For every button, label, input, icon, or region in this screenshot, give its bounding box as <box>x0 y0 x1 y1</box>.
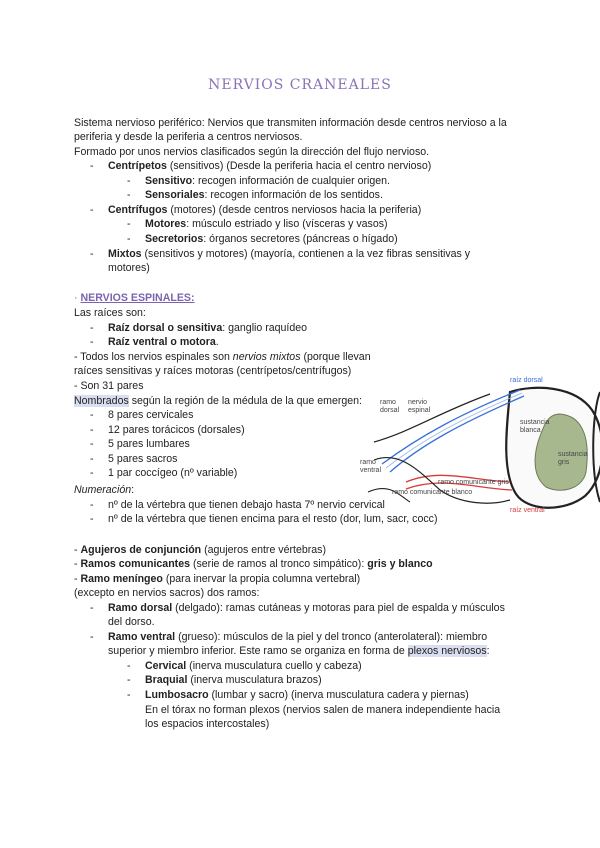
label-ramo-comunicante-blanco: ramo comunicante blanco <box>392 489 473 496</box>
term-motores: Motores <box>145 218 187 230</box>
list-item-mixtos: - <box>90 248 94 260</box>
intro-line-3: Formado por unos nervios clasificados según la dirección del flujo nervioso. <box>74 146 430 158</box>
ramo-dorsal-continuation: del dorso. <box>108 616 155 628</box>
dorsal-nerve-line <box>382 390 520 464</box>
list-item-root-dorsal: - <box>90 322 94 334</box>
pair-item: 12 pares torácicos (dorsales) <box>108 424 245 436</box>
ramo-meningeo-line: - Ramo meníngeo (para inervar la propia columna vertebral) <box>74 573 361 585</box>
torax-line-1: En el tórax no forman plexos (nervios salen de manera independiente hacia <box>145 704 501 716</box>
numeracion-label: Numeración: <box>74 484 135 496</box>
label-raiz-ventral: raíz ventral <box>510 507 545 514</box>
roots-intro: Las raíces son: <box>74 307 146 319</box>
term-sensitivo: Sensitivo <box>145 175 193 187</box>
label-nervio: nervio <box>408 399 428 406</box>
page-title: NERVIOS CRANEALES <box>208 77 392 93</box>
ramo-ventral-item: Ramo ventral (grueso): músculos de la piel y del tronco (anterolateral): miembro <box>108 631 488 643</box>
label-sustancia-gris-1: sustancia <box>558 451 588 458</box>
list-item-secretorios: - <box>127 233 131 245</box>
numeracion-item-2: nº de la vértebra que tienen encima para el resto (dor, lum, sacr, cocc) <box>108 513 438 525</box>
ramo-dorsal-item: Ramo dorsal (delgado): ramas cutáneas y motoras para piel de espalda y músculos <box>108 602 505 614</box>
label-ramo-comunicante-gris: ramo comunicante gris <box>438 479 509 486</box>
label-ramo-ventral-1: ramo <box>360 459 376 466</box>
pair-item: 1 par coccígeo (nº variable) <box>108 467 238 479</box>
intro-line-1: Sistema nervioso periférico: Nervios que transmiten información desde centros nervioso a la <box>74 117 507 129</box>
term-raiz-ventral: Raíz ventral o motora <box>108 336 216 348</box>
label-ramo-dorsal-2: dorsal <box>380 407 400 414</box>
mixtos-continuation: motores) <box>108 262 150 274</box>
pair-item: 5 pares sacros <box>108 453 178 465</box>
list-item-root-ventral: - <box>90 336 94 348</box>
spinal-nerve-diagram <box>360 372 600 518</box>
mixed-nerves-line: - Todos los nervios espinales son nervios mixtos (porque llevan <box>74 351 371 363</box>
label-sustancia-blanca-1: sustancia <box>520 419 550 426</box>
label-sustancia-blanca-2: blanca <box>520 427 541 434</box>
pair-item: 8 pares cervicales <box>108 409 194 421</box>
label-ramo-dorsal-1: ramo <box>380 399 396 406</box>
ramo-ventral-continuation: superior y miembro inferior. Este ramo se organiza en forma de plexos nerviosos: <box>108 645 490 657</box>
label-sustancia-gris-2: gris <box>558 459 570 466</box>
plexo-cervical: Cervical (inerva musculatura cuello y cabeza) <box>145 660 362 672</box>
label-raiz-dorsal: raíz dorsal <box>510 377 543 384</box>
term-centrifugos: Centrífugos <box>108 204 168 216</box>
intro-line-2: periferia y desde la periferia a centros nerviosos. <box>74 131 303 143</box>
pairs-count: - Son 31 pares <box>74 380 144 392</box>
term-centripetos: Centrípetos <box>108 160 167 172</box>
list-item-centripetos: - <box>90 160 94 172</box>
numeracion-item-1: nº de la vértebra que tienen debajo hasta 7º nervio cervical <box>108 499 385 511</box>
term-secretorios: Secretorios <box>145 233 204 245</box>
document-page: NERVIOS CRANEALES Sistema nervioso periférico: Nervios que transmiten información desde centros nervioso a la periferia y desde la periferia a centros nerviosos. Formado por unos nervios clasificados según la dirección del flujo nervioso. - Centrípetos (sensitivos) (Desde la periferia hacia el centro nervioso) - Sensitivo: recogen información de cualquier origen. - Sensoriales: recogen información de los sentidos. - Centrífugos (motores) (desde centros nerviosos hacia la periferia) - Motores: músculo estriado y liso (vísceras y vasos) - Secretorios: órganos secretores (páncreas o hígado) - Mixtos (sensitivos y motores) (mayoría, contienen a la vez fibras sensitivas y motores) · NERVIOS ESPINALES: Las raíces son: - Raíz dorsal o sensitiva: ganglio raquídeo - Raíz ventral o motora. - Todos los nervios espinales son nervios mixtos (porque llevan raíces sensitivas y raíces motoras (centrípetos/centrífugos) - Son 31 pares Nombrados según la región de la médula de la que emergen: - 8 pares cervicales - 12 pares torácicos (dorsales) - 5 pares lumbares - 5 pares sacros - 1 par coccígeo (nº variable) Numeración: - nº de la vértebra que tienen debajo hasta 7º nervio cervical - nº de la vértebra que tienen encima para el resto (dor, lum, sacr, cocc) raíz dorsal nervio espinal ramo dorsal ramo ventral sustancia blanca sustancia gris ramo comunicante gris ramo comunicante blanco raíz ventral - Agujeros de conjunción (agujeros entre vértebras) - Ramos comunicantes (serie de ramos al tronco simpático): gris y blanco - Ramo meníngeo (para inervar la propia columna vertebral) (excepto en nervios sacros) dos ramos: - Ramo dorsal (delgado): ramas cutáneas y motoras para piel de espalda y músculos del dorso. - Ramo ventral (grueso): músculos de la piel y del tronco (anterolateral): miembro superior y miembro inferior. Este ramo se organiza en forma de plexos nerviosos: - Cervical (inerva musculatura cuello y cabeza) - Braquial (inerva musculatura brazos) - Lumbosacro (lumbar y sacro) (inerva musculatura cadera y piernas) En el tórax no forman plexos (nervios salen de manera independiente hacia los espacios intercostales) <box>0 0 600 848</box>
mixed-nerves-line-2: raíces sensitivas y raíces motoras (centrípetos/centrífugos) <box>74 365 352 377</box>
list-item-centrifugos: - <box>90 204 94 216</box>
term-raiz-dorsal: Raíz dorsal o sensitiva <box>108 322 223 334</box>
torax-line-2: los espacios intercostales) <box>145 718 270 730</box>
except-line: (excepto en nervios sacros) dos ramos: <box>74 587 260 599</box>
label-espinal: espinal <box>408 407 431 414</box>
plexo-lumbosacro: Lumbosacro (lumbar y sacro) (inerva musculatura cadera y piernas) <box>145 689 469 701</box>
list-item-sensitivo: - <box>127 175 131 187</box>
term-mixtos: Mixtos <box>108 248 142 260</box>
agujeros-line: - Agujeros de conjunción (agujeros entre vértebras) <box>74 544 326 556</box>
label-ramo-ventral-2: ventral <box>360 467 382 474</box>
term-sensoriales: Sensoriales <box>145 189 205 201</box>
plexo-braquial: Braquial (inerva musculatura brazos) <box>145 674 322 686</box>
named-line: Nombrados según la región de la médula de la que emergen: <box>74 395 362 407</box>
list-item-sensoriales: - <box>127 189 131 201</box>
pair-item: 5 pares lumbares <box>108 438 190 450</box>
section-heading-espinales: · NERVIOS ESPINALES: <box>74 292 195 304</box>
ramos-comunicantes-line: - Ramos comunicantes (serie de ramos al tronco simpático): gris y blanco <box>74 558 433 570</box>
list-item-motores: - <box>127 218 131 230</box>
